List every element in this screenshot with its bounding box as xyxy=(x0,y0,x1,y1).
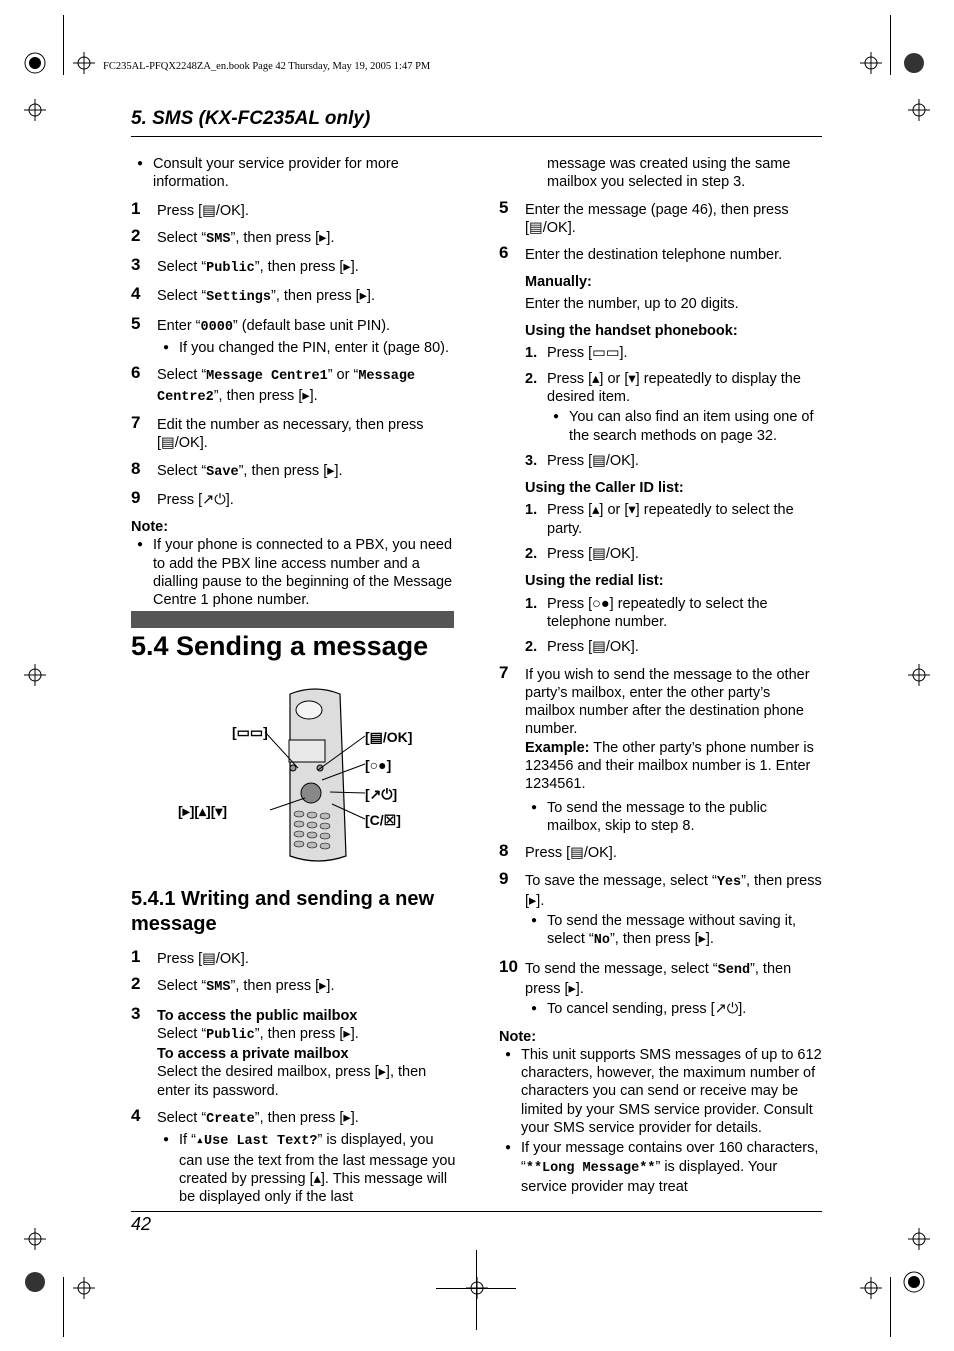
step-1: 1 Press [▤/OK]. xyxy=(131,947,249,967)
page-number: 42 xyxy=(131,1214,152,1234)
step-2: 2 Select “SMS”, then press [▸]. xyxy=(131,225,335,247)
crosshair-mark xyxy=(908,664,930,686)
step-5: 5 Enter the message (page 46), then press [▤/OK]. xyxy=(499,197,789,236)
registration-mark xyxy=(24,52,46,74)
step-10: 10 To send the message, select “Send”, then press [▸]. ● To cancel sending, press [↗⏻]. xyxy=(499,960,822,1019)
crosshair-mark xyxy=(73,52,95,74)
step-7: 7 Edit the number as necessary, then press [▤/OK]. xyxy=(131,412,424,452)
step-8: 8 Select “Save”, then press [▸]. xyxy=(131,458,343,480)
print-header: FC235AL-PFQX2248ZA_en.book Page 42 Thursday, May 19, 2005 1:47 PM xyxy=(103,61,431,72)
crosshair-mark xyxy=(24,99,46,121)
note-bullet: ● This unit supports SMS messages of up to 612 characters, however, the maximum number of characters you can send or receive may be limited by your SMS service provider. Consult your SMS service provider for details. xyxy=(499,1046,822,1137)
bullet-item: ● Consult your service provider for more information. xyxy=(131,155,459,192)
ok-key-label: [▤/OK] xyxy=(365,729,413,745)
left-column-top xyxy=(131,155,459,612)
section-title: 5. SMS (KX-FC235AL only) xyxy=(131,108,371,129)
step-6: 6 Enter the destination telephone number. Manually: Enter the number, up to 20 digits. Using the handset phonebook: 1. Press [▭▭]. 2. Press [▴] or [▾] repeatedly to display the desired item. ● You can also find an item using one of the search methods on page 32. 3. Press [▤/OK]. Using the Caller ID list: 1. Press [▴] or [▾] repeatedly to select the party. 2. Press [▤/OK]. Using the redial list: 1. Press [○●] repeatedly to select the telephone number. 2. Press [▤/OK]. xyxy=(499,246,822,656)
off-key-label: [↗⏻] xyxy=(365,786,398,802)
step-9: 9 To save the message, select “Yes”, then press [▸]. ● To send the message without saving it, select “No”, then press [▸]. xyxy=(499,872,822,951)
continued-text: message was created using the same mailbox you selected in step 3. xyxy=(547,156,791,191)
footer-rule xyxy=(131,1211,822,1212)
crosshair-mark xyxy=(860,52,882,74)
header-rule xyxy=(131,136,822,137)
step-9: 9 Press [↗⏻]. xyxy=(131,487,234,508)
step-3: 3 Select “Public”, then press [▸]. xyxy=(131,255,359,277)
sub-bullet: ● If you changed the PIN, enter it (page 80). xyxy=(157,339,459,357)
right-column xyxy=(499,155,822,1198)
clear-key-label: [C/☒] xyxy=(365,812,401,828)
crosshair-mark xyxy=(908,99,930,121)
crosshair-mark xyxy=(860,1277,882,1299)
step-5: 5 Enter “0000” (default base unit PIN). ● If you changed the PIN, enter it (page 80). xyxy=(131,317,459,358)
step-2: 2 Select “SMS”, then press [▸]. xyxy=(131,974,335,996)
step-4: 4 Select “Settings”, then press [▸]. xyxy=(131,284,375,306)
crosshair-mark xyxy=(24,664,46,686)
redial-key-label: [○●] xyxy=(365,757,392,773)
subheading: 5.4.1 Writing and sending a new message xyxy=(131,888,435,935)
step-3: 3 To access the public mailbox Select “Public”, then press [▸]. To access a private mailbox Select the desired mailbox, press [▸], then enter its password. xyxy=(131,1003,427,1099)
left-column-bottom xyxy=(131,947,459,1216)
step-6: 6 Select “Message Centre1” or “Message Centre2”, then press [▸]. xyxy=(131,363,416,405)
sub-bullet: ● If “▴Use Last Text?” is displayed, you can use the text from the last message you created by pressing [▴]. This message will be displayed only if the last xyxy=(157,1131,459,1206)
step-1: 1 Press [▤/OK]. xyxy=(131,198,249,219)
crosshair-mark xyxy=(24,1228,46,1250)
crosshair-mark xyxy=(908,1228,930,1250)
page-heading: 5.4 Sending a message xyxy=(131,631,429,661)
phonebook-key-label: [▭▭] xyxy=(232,724,268,740)
registration-mark xyxy=(903,52,925,74)
note-label: Note: xyxy=(499,1028,537,1045)
note-bullet: ● If your phone is connected to a PBX, you need to add the PBX line access number and a dialling pause to the beginning of the Message Centre 1 phone number. xyxy=(131,536,459,609)
registration-mark xyxy=(24,1271,46,1293)
step-4: 4 Select “Create”, then press [▸]. ● If “▴Use Last Text?” is displayed, you can use the text from the last message you created by pressing [▴]. This message will be displayed only if the last xyxy=(131,1109,459,1206)
note-label: Note: xyxy=(131,519,169,536)
crosshair-mark xyxy=(73,1277,95,1299)
step-7: 7 If you wish to send the message to the other party’s mailbox, enter the other party’s mailbox number after the destination phone number. Example: The other party’s phone number is 123456 and their mailbox number is 1. Enter 1234561. ● To send the message to the public mailbox, skip to step 8. xyxy=(499,666,822,836)
registration-mark xyxy=(903,1271,925,1293)
step-8: 8 Press [▤/OK]. xyxy=(499,841,617,862)
heading-bar xyxy=(131,611,454,628)
note-bullet: ● If your message contains over 160 characters, “**Long Message**” is displayed. Your service provider may treat xyxy=(499,1139,822,1196)
nav-key-label: [▸][▴][▾] xyxy=(178,803,228,819)
